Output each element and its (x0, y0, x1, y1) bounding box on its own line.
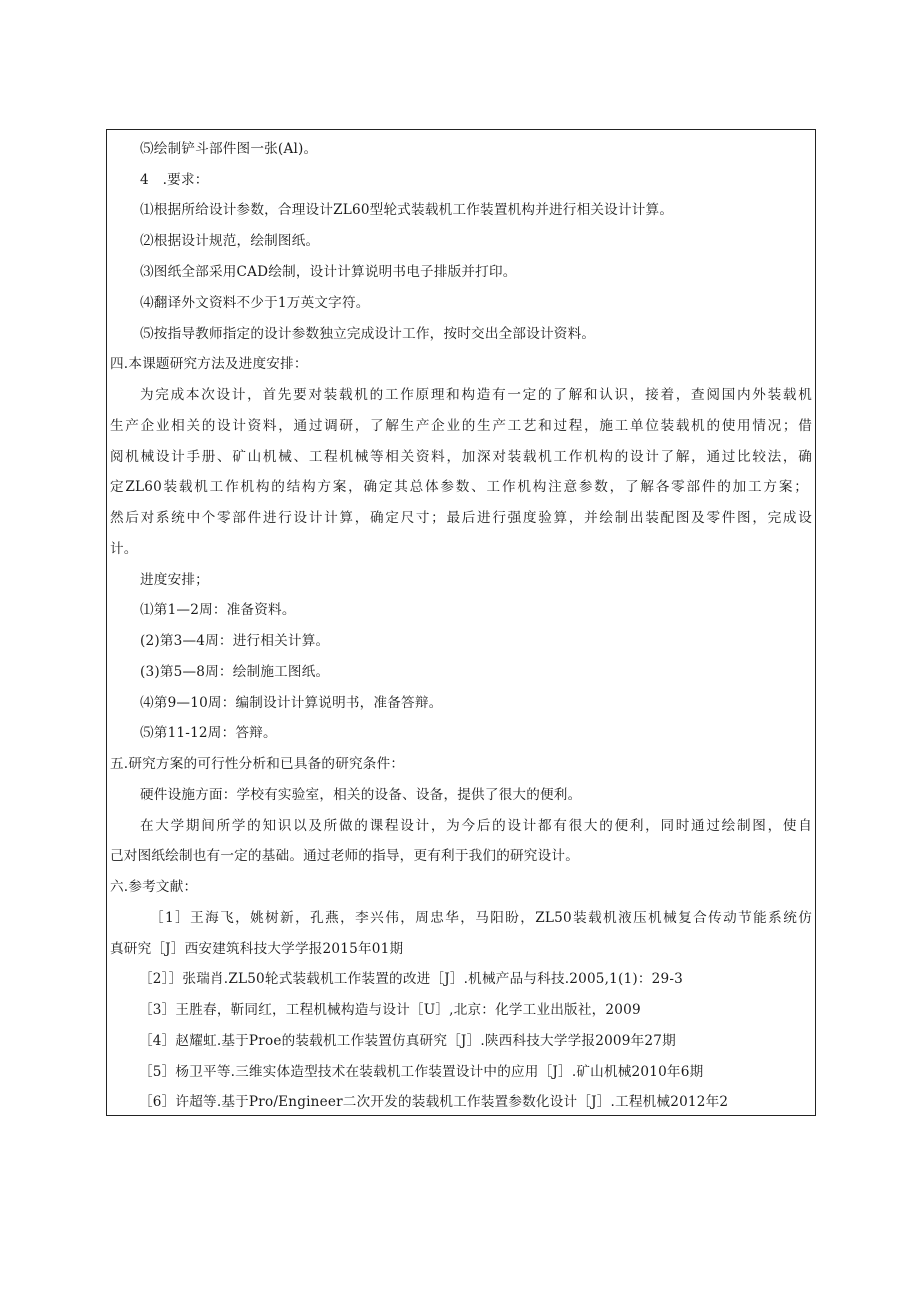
requirement-item-1: ⑴根据所给设计参数，合理设计ZL60型轮式装载机工作装置机构并进行相关设计计算。 (140, 202, 674, 218)
reference-4: ［4］赵耀虹.基于Proe的装载机工作装置仿真研究［J］.陕西科技大学学报2009年27期 (139, 1033, 676, 1049)
section-requirements-heading: 4 .要求： (140, 172, 209, 188)
requirement-item-3: ⑶图纸全部采用CAD绘制，设计计算说明书电子排版并打印。 (140, 264, 517, 280)
schedule-item-3: (3)第5—8周：绘制施工图纸。 (140, 664, 330, 680)
method-paragraph-line-1: 为完成本次设计，首先要对装载机的工作原理和构造有一定的了解和认识，接着，查阅国内外装载机 (140, 387, 812, 403)
schedule-item-1: ⑴第1—2周：准备资料。 (140, 602, 296, 618)
schedule-item-2: (2)第3—4周：进行相关计算。 (140, 633, 330, 649)
reference-2: ［2］］张瑞肖.ZL50轮式装载机工作装置的改进［J］.机械产品与科技.2005,1(1)：29-3 (139, 971, 684, 987)
reference-1-line-1: ［1］王海飞，姚树新，孔燕，李兴伟，周忠华，马阳盼，ZL50装载机液压机械复合传动节能系统仿 (150, 910, 812, 926)
section-5-heading: 五.研究方案的可行性分析和已具备的研究条件： (110, 756, 405, 772)
task-item-5: ⑸绘制铲斗部件图一张(Al)。 (140, 141, 318, 157)
feasibility-line-2: 在大学期间所学的知识以及所做的课程设计，为今后的设计都有很大的便利，同时通过绘制图，使自 (140, 818, 812, 834)
section-4-heading: 四.本课题研究方法及进度安排： (110, 356, 308, 372)
feasibility-line-3: 己对图纸绘制也有一定的基础。通过老师的指导，更有利于我们的研究设计。 (110, 848, 579, 864)
schedule-item-5: ⑸第11-12周：答辩。 (140, 725, 277, 741)
method-paragraph-line-5: 然后对系统中个零部件进行设计计算，确定尺寸；最后进行强度验算，并绘制出装配图及零件图，完成设 (110, 510, 812, 526)
section-6-heading: 六.参考文献： (110, 879, 198, 895)
requirement-item-4: ⑷翻译外文资料不少于1万英文字符。 (140, 295, 370, 311)
method-paragraph-line-4: 定ZL60装载机工作机构的结构方案，确定其总体参数、工作机构注意参数，了解各零部件的加工方案； (110, 479, 808, 495)
requirement-item-2: ⑵根据设计规范，绘制图纸。 (140, 233, 320, 249)
reference-3: ［3］王胜春，靳同红，工程机械构造与设计［U］,北京：化学工业出版社，2009 (139, 1002, 641, 1018)
schedule-item-4: ⑷第9—10周：编制设计计算说明书，准备答辩。 (140, 695, 443, 711)
schedule-heading: 进度安排； (140, 572, 209, 588)
method-paragraph-line-6: 计。 (110, 541, 138, 557)
method-paragraph-line-2: 生产企业相关的设计资料，通过调研，了解生产企业的生产工艺和过程，施工单位装载机的使用情况；借 (110, 418, 812, 434)
reference-1-line-2: 真研究［J］西安建筑科技大学学报2015年01期 (110, 941, 404, 957)
method-paragraph-line-3: 阅机械设计手册、矿山机械、工程机械等相关资料，加深对装载机工作机构的设计了解，通过比较法，确 (110, 449, 812, 465)
reference-5: ［5］杨卫平等.三维实体造型技术在装载机工作装置设计中的应用［J］.矿山机械2010年6期 (139, 1064, 704, 1080)
feasibility-line-1: 硬件设施方面：学校有实验室，相关的设备、设备，提供了很大的便利。 (140, 787, 582, 803)
requirement-item-5: ⑸按指导教师指定的设计参数独立完成设计工作，按时交出全部设计资料。 (140, 326, 596, 342)
reference-6: ［6］许超等.基于Pro/Engineer二次开发的装载机工作装置参数化设计［J］.工程机械2012年2 (139, 1094, 729, 1110)
